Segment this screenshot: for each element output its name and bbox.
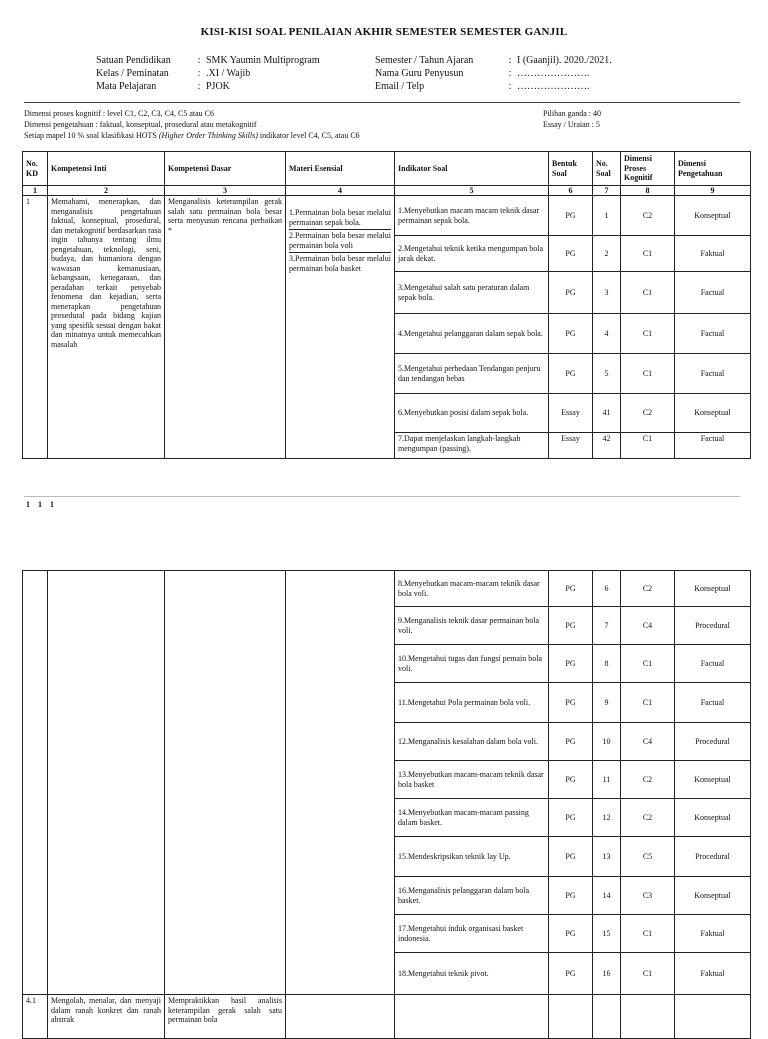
- dimensi-pengetahuan: Konseptual: [675, 877, 751, 915]
- bentuk-soal: PG: [549, 571, 593, 607]
- kompetensi-dasar-text: Menganalisis keterampilan gerak salah satu permainan bola besar serta menyusun rencana perbaikan *: [165, 196, 286, 459]
- kd-number: 1: [23, 196, 48, 459]
- nomor-soal: 42: [593, 433, 621, 459]
- indikator-soal: 2.Mengetahui teknik ketika mengumpan bola jarak dekat.: [395, 236, 549, 272]
- kompetensi-inti-text: Memahami, menerapkan, dan menganalisis pengetahuan faktual, konseptual, prosedural, dan metakognitif berdasarkan rasa ingin tahunya tentang ilmu pengetahuan, teknologi, seni, budaya, dan humaniora dengan wawasan kemanusiaan, kebangsaan, kenegaraan, dan peradaban terkait penyebab fenomena dan kejadian, serta menerapkan pengetahuan prosedural pada bidang kajian yang spesifik sesuai dengan bakat dan minatnya untuk memecahkan masalah: [48, 196, 165, 459]
- indikator-soal: 7.Dapat menjelaskan langkah-langkah mengumpan (passing).: [395, 433, 549, 459]
- header-kompetensi-inti: Kompetensi Inti: [48, 152, 165, 186]
- indikator-soal: 10.Mengetahui tugas dan fungsi pemain bola voli.: [395, 645, 549, 683]
- info-value: .XI / Wajib: [206, 68, 251, 79]
- dimensi-proses: C1: [621, 433, 675, 459]
- dimensi-proses: C1: [621, 645, 675, 683]
- bentuk-soal: PG: [549, 761, 593, 799]
- dimensi-pengetahuan: Factual: [675, 272, 751, 314]
- meta-line-pengetahuan: Dimensi pengetahuan : faktual, konseptual, prosedural atau metakognitif: [24, 120, 257, 129]
- materi-item: 3.Permainan bola besar melalui permainan bola basket: [289, 254, 391, 273]
- bentuk-soal: PG: [549, 799, 593, 837]
- dimensi-pengetahuan: Factual: [675, 433, 751, 459]
- info-label: Semester / Tahun Ajaran: [375, 55, 474, 66]
- nomor-soal: 7: [593, 607, 621, 645]
- dimensi-pengetahuan: Procedural: [675, 607, 751, 645]
- dimensi-proses: C1: [621, 236, 675, 272]
- nomor-soal: 1: [593, 196, 621, 236]
- info-value: ………………….: [517, 68, 590, 79]
- nomor-soal: 8: [593, 645, 621, 683]
- dimensi-pengetahuan: Konseptual: [675, 394, 751, 433]
- dimensi-pengetahuan: [675, 995, 751, 1039]
- materi-item: 1.Permainan bola besar melalui permainan sepak bola.: [289, 196, 391, 230]
- bentuk-soal: PG: [549, 723, 593, 761]
- kisi-kisi-table-page-2: [22, 570, 751, 1039]
- table-row: [23, 995, 751, 1039]
- meta-line-kognitif: Dimensi proses kognitif : level C1, C2, C3, C4, C5 atau C6: [24, 109, 214, 118]
- dimensi-proses: C2: [621, 196, 675, 236]
- info-value: SMK Yaumin Multiprogram: [206, 55, 320, 66]
- bentuk-soal: Essay: [549, 433, 593, 459]
- header-dimensi-pengetahuan: Dimensi Pengetahuan: [675, 152, 751, 186]
- dimensi-pengetahuan: Konseptual: [675, 196, 751, 236]
- indikator-soal: 4.Mengetahui pelanggaran dalam sepak bola.: [395, 314, 549, 354]
- bentuk-soal: PG: [549, 607, 593, 645]
- bentuk-soal: PG: [549, 196, 593, 236]
- dimensi-pengetahuan: Faktual: [675, 236, 751, 272]
- indikator-soal: 8.Menyebutkan macam-macam teknik dasar bola voli.: [395, 571, 549, 607]
- nomor-soal: 6: [593, 571, 621, 607]
- dimensi-proses: C1: [621, 953, 675, 995]
- dimensi-pengetahuan: Factual: [675, 314, 751, 354]
- kd-number: 4.1: [23, 995, 48, 1039]
- info-left: Satuan Pendidikan : SMK Yaumin Multiprogram Kelas / Peminatan : .XI / Wajib Mata Pelajaran : PJOK: [96, 55, 320, 92]
- page-divider: [24, 496, 740, 497]
- bentuk-soal: PG: [549, 645, 593, 683]
- dimensi-pengetahuan: Faktual: [675, 915, 751, 953]
- dimensi-pengetahuan: Faktual: [675, 953, 751, 995]
- bentuk-soal: [549, 995, 593, 1039]
- dimensi-proses: C1: [621, 683, 675, 723]
- dimensi-proses: C1: [621, 354, 675, 394]
- table-row: [23, 571, 751, 607]
- header-dimensi-proses: Dimensi Proses Kognitif: [621, 152, 675, 186]
- nomor-soal: 15: [593, 915, 621, 953]
- nomor-soal: 14: [593, 877, 621, 915]
- bentuk-soal: PG: [549, 837, 593, 877]
- info-label: Mata Pelajaran: [96, 81, 157, 92]
- info-value: I (Gaanjil). 2020./2021.: [517, 55, 612, 66]
- column-number-row: 1 2 3 4 5 6 7 8 9: [23, 186, 751, 196]
- kd-number-cont: [23, 571, 48, 995]
- indikator-soal: 1.Menyebutkan macam macam teknik dasar permainan sepak bola.: [395, 196, 549, 236]
- bentuk-soal: PG: [549, 314, 593, 354]
- dimensi-proses: C5: [621, 837, 675, 877]
- info-label: Email / Telp: [375, 81, 425, 92]
- indikator-soal: 9.Menganalisis teknik dasar permainan bola voli.: [395, 607, 549, 645]
- bentuk-soal: PG: [549, 915, 593, 953]
- nomor-soal: 10: [593, 723, 621, 761]
- page-number: 1 1 1: [26, 500, 54, 509]
- document-title: KISI-KISI SOAL PENILAIAN AKHIR SEMESTER SEMESTER GANJIL: [200, 26, 568, 38]
- dimensi-pengetahuan: Konseptual: [675, 799, 751, 837]
- nomor-soal: [593, 995, 621, 1039]
- info-label: Kelas / Peminatan: [96, 68, 169, 79]
- bentuk-soal: PG: [549, 877, 593, 915]
- materi-esensial-cell: [286, 196, 395, 459]
- dimensi-pengetahuan: Procedural: [675, 837, 751, 877]
- header-no-kd: No. KD: [23, 152, 48, 186]
- dimensi-pengetahuan: Factual: [675, 645, 751, 683]
- dimensi-proses: C4: [621, 723, 675, 761]
- dimensi-proses: C3: [621, 877, 675, 915]
- dimensi-pengetahuan: Factual: [675, 683, 751, 723]
- header-divider: [24, 102, 740, 103]
- nomor-soal: 5: [593, 354, 621, 394]
- header-kompetensi-dasar: Kompetensi Dasar: [165, 152, 286, 186]
- header-bentuk-soal: Bentuk Soal: [549, 152, 593, 186]
- materi-item: 2.Permainan bola besar melalui permainan bola voli: [289, 230, 391, 253]
- dimensi-proses: C4: [621, 607, 675, 645]
- indikator-soal: 6.Menyebutkan posisi dalam sepak bola.: [395, 394, 549, 433]
- info-label: Satuan Pendidikan: [96, 55, 171, 66]
- materi-esensial-cell: [286, 995, 395, 1039]
- bentuk-soal: PG: [549, 236, 593, 272]
- info-value: ………………….: [517, 81, 590, 92]
- kisi-kisi-table-page-1: [22, 151, 751, 459]
- bentuk-soal: Essay: [549, 394, 593, 433]
- indikator-soal: 11.Mengetahui Pola permainan bola voli.: [395, 683, 549, 723]
- nomor-soal: 16: [593, 953, 621, 995]
- bentuk-soal: PG: [549, 683, 593, 723]
- dimensi-proses: C1: [621, 915, 675, 953]
- indikator-soal: 16.Menganalisis pelanggaran dalam bola basket.: [395, 877, 549, 915]
- indikator-soal: [395, 995, 549, 1039]
- kompetensi-dasar-cont: [165, 571, 286, 995]
- nomor-soal: 41: [593, 394, 621, 433]
- indikator-soal: 13.Menyebutkan macam-macam teknik dasar bola basket: [395, 761, 549, 799]
- header-materi-esensial: Materi Esensial: [286, 152, 395, 186]
- bentuk-soal: PG: [549, 354, 593, 394]
- dimensi-proses: C2: [621, 761, 675, 799]
- indikator-soal: 14.Menyebutkan macam-macam passing dalam basket.: [395, 799, 549, 837]
- meta-block: [24, 108, 360, 141]
- indikator-soal: 17.Mengetahui induk organisasi basket indonesia.: [395, 915, 549, 953]
- indikator-soal: 12.Menganalisis kesalahan dalam bola voli.: [395, 723, 549, 761]
- kompetensi-inti-text: Mengolah, menalar, dan menyaji dalam ranah konkret dan ranah abstrak: [48, 995, 165, 1039]
- bentuk-soal: PG: [549, 272, 593, 314]
- meta-pilihan-ganda: Pilihan ganda : 40: [543, 109, 601, 118]
- materi-esensial-cont: [286, 571, 395, 995]
- indikator-soal: 5.Mengetahui perbedaan Tendangan penjuru dan tendangan bebas: [395, 354, 549, 394]
- dimensi-proses: C1: [621, 314, 675, 354]
- nomor-soal: 12: [593, 799, 621, 837]
- meta-line-hots: Setiap mapel 10 % soal klasifikasi HOTS (Higher Order Thinking Skills) indikator level C4, C5, atau C6: [24, 131, 360, 140]
- info-label: Nama Guru Penyusun: [375, 68, 464, 79]
- header-no-soal: No. Soal: [593, 152, 621, 186]
- nomor-soal: 4: [593, 314, 621, 354]
- nomor-soal: 9: [593, 683, 621, 723]
- nomor-soal: 11: [593, 761, 621, 799]
- info-value: PJOK: [206, 81, 230, 92]
- table-row: [23, 196, 751, 236]
- dimensi-proses: C2: [621, 394, 675, 433]
- dimensi-pengetahuan: Konseptual: [675, 761, 751, 799]
- dimensi-pengetahuan: Factual: [675, 354, 751, 394]
- kompetensi-dasar-text: Mempraktikkan hasil analisis keterampilan gerak salah satu permainan bola: [165, 995, 286, 1039]
- meta-counts: [543, 108, 601, 130]
- dimensi-pengetahuan: Konseptual: [675, 571, 751, 607]
- meta-essay: Essay / Uraian : 5: [543, 120, 600, 129]
- header-indikator-soal: Indikator Soal: [395, 152, 549, 186]
- dimensi-proses: C2: [621, 571, 675, 607]
- nomor-soal: 3: [593, 272, 621, 314]
- indikator-soal: 15.Mendeskripsikan teknik lay Up.: [395, 837, 549, 877]
- nomor-soal: 13: [593, 837, 621, 877]
- bentuk-soal: PG: [549, 953, 593, 995]
- info-right: Semester / Tahun Ajaran : I (Gaanjil). 2020./2021. Nama Guru Penyusun : …………………. Email / Telp : ………………….: [375, 55, 612, 92]
- indikator-soal: 18.Mengetahui teknik pivot.: [395, 953, 549, 995]
- kompetensi-inti-cont: [48, 571, 165, 995]
- dimensi-proses: C2: [621, 799, 675, 837]
- indikator-soal: 3.Mengetahui salah satu peraturan dalam sepak bola.: [395, 272, 549, 314]
- dimensi-proses: C1: [621, 272, 675, 314]
- dimensi-pengetahuan: Procedural: [675, 723, 751, 761]
- nomor-soal: 2: [593, 236, 621, 272]
- table-header-row: [23, 152, 751, 186]
- dimensi-proses: [621, 995, 675, 1039]
